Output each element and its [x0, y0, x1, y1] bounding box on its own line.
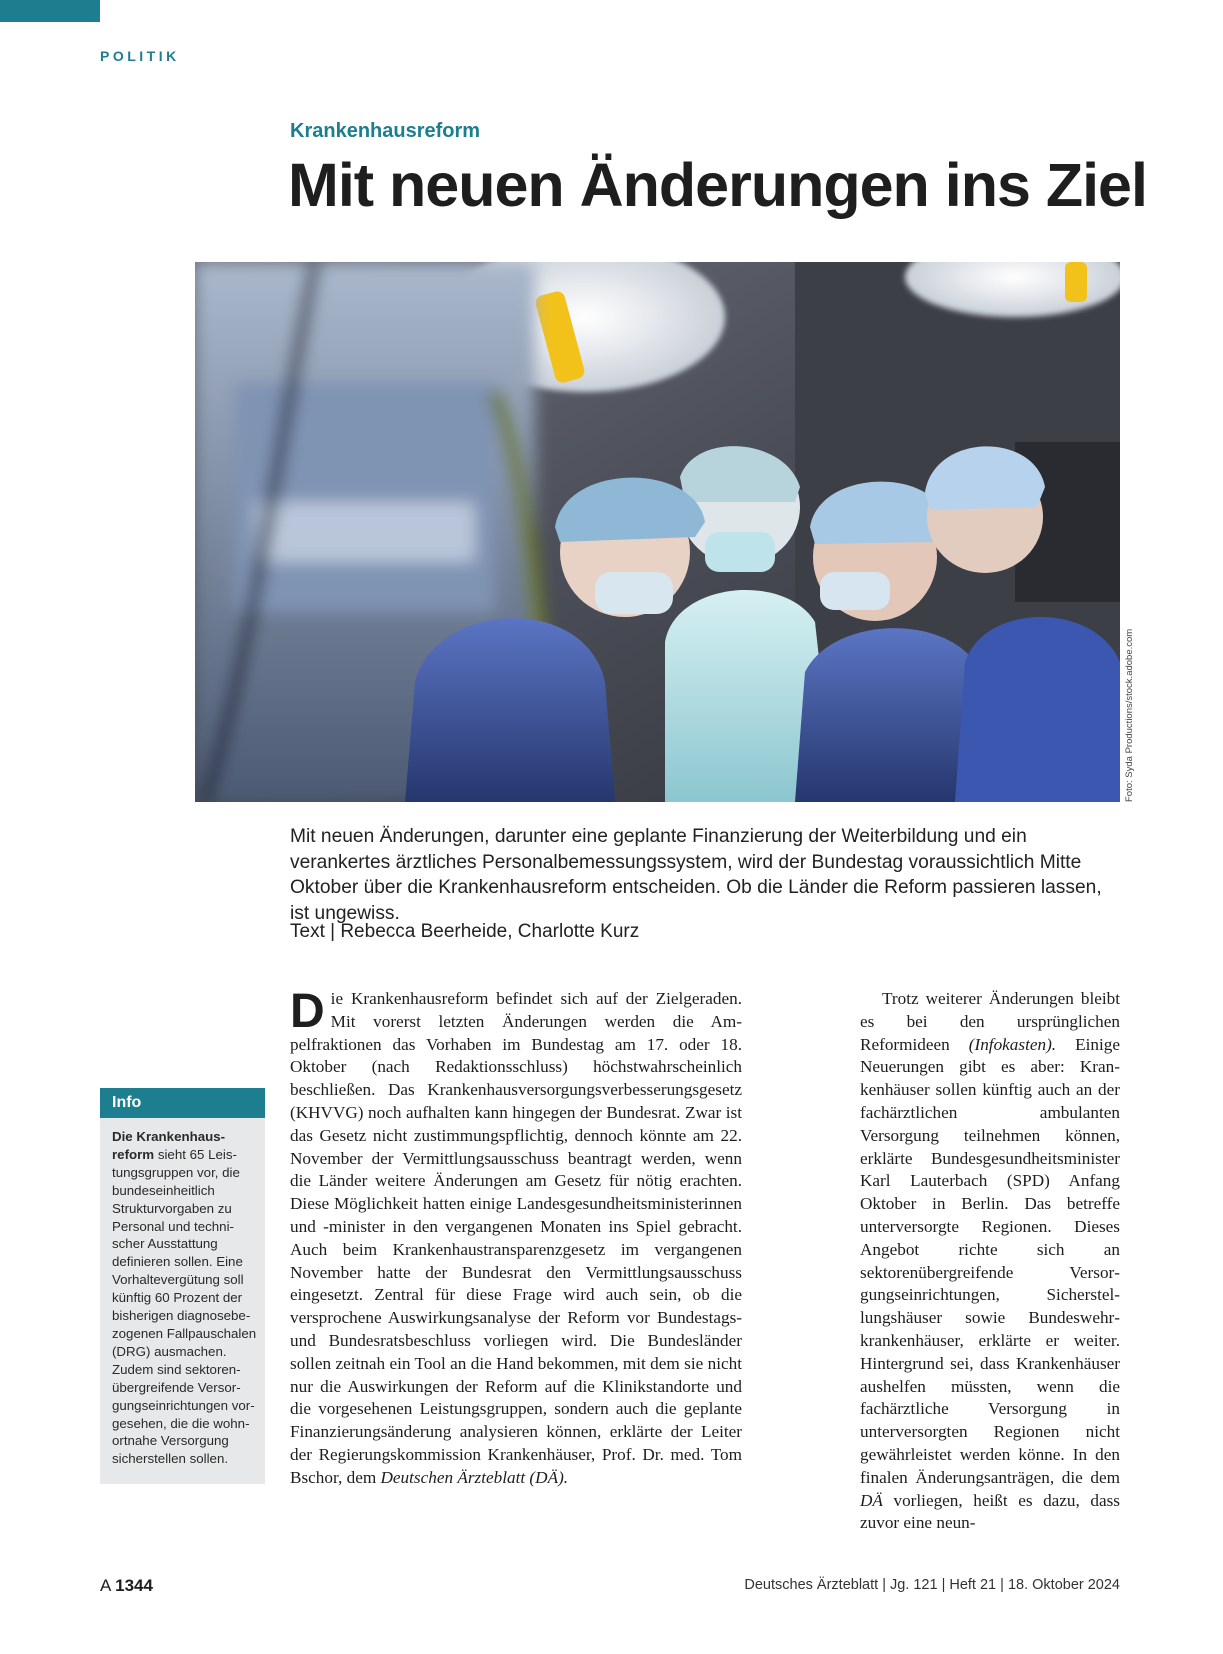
page-prefix: A — [100, 1576, 111, 1595]
article-lead: Mit neuen Änderungen, darunter eine geplante Finanzierung der Weiterbildung und ein verankertes ärztliches Personalbemessungssystem, wird der Bundestag voraussichtlich Mitte Oktober über die Krankenhausreform entscheiden. Ob die Länder die Reform passieren lassen, ist ungewiss. — [290, 826, 1102, 924]
info-box-lead: Die Krankenhausreform — [112, 1129, 226, 1162]
body-right-part2: Einige Neuerungen gibt es aber: Krankenhäuser sollen künftig auch an der fachärztlichen ambulanten Versorgung teilnehmen können, erklärte Bundesgesundheitsminister Karl Lauterbach (SPD) Anfang Oktober in Berlin. Das betreffe unterversorgte Regionen. Dieses Angebot richte sich an sektorenübergreifende Versorgungseinrichtungen, Sicherstellungshäuser sowie Bundeswehrkrankenhäuser, erklärte er weiter. Hintergrund sei, dass Krankenhäuser aushelfen müssten, wenn die fachärztliche Versorgung in unterversorgten Regionen nicht gewährleistet werden könne. In den finalen Änderungsanträgen, die dem — [860, 1034, 1120, 1487]
body-left-text: ie Krankenhausreform befindet sich auf der Zielgeraden. Mit vorerst letzten Änderungen werden die Ampelfraktionen das Vorhaben im Bundestag am 17. oder 18. Oktober (nach Redaktionsschluss) höchstwahrscheinlich beschließen. Das Krankenhausversorgungsverbesserungsgesetz (KHVVG) noch aufhalten kann hingegen der Bundesrat. Zwar ist das Gesetz nicht zustimmungspflichtig, dennoch könnte am 22. November der Vermittlungsausschuss beantragt werden, wenn die Länder weitere Änderungen am Gesetz für nötig erachten. Diese Möglichkeit hatten einige Landesgesundheitsministerinnen und -minister in den vergangenen Monaten ins Spiel gebracht. Auch beim Krankenhaustransparenzgesetz im vergangenen November hatte der Bundesrat den Vermittlungsausschuss eingesetzt. Zentral für diese Frage wird auch sein, ob die versprochene Auswirkungsanalyse der Reform vor Bundestags- und Bundesratsbeschluss vorliegen wird. Die Bundesländer sollen zeitnah ein Tool an die Hand bekommen, mit dem sie nicht nur die Auswirkungen der Reform auf die Klinikstandorte und die vorgesehenen Leistungsgruppen, sondern auch die geplante Finanzierungsänderung analysieren können, erklärte der Leiter der Regierungskommission Krankenhäuser, Prof. Dr. med. Tom Bschor, dem — [290, 989, 742, 1487]
page-number-value: 1344 — [115, 1576, 153, 1595]
info-box — [100, 1088, 265, 1484]
photo-credit: Foto: Syda Productions/stock.adobe.com — [1124, 628, 1135, 802]
body-right-italic1: (Infokasten). — [968, 1034, 1057, 1054]
section-label: POLITIK — [100, 48, 180, 64]
article-headline: Mit neuen Änderungen ins Ziel — [288, 151, 1147, 219]
body-right-part3: vorliegen, heißt es dazu, dass zuvor eine neun- — [860, 1490, 1120, 1533]
top-accent-bar — [0, 0, 100, 22]
hero-photo — [195, 262, 1120, 802]
footer-source: Deutsches Ärzteblatt | Jg. 121 | Heft 21 | 18. Oktober 2024 — [744, 1577, 1120, 1593]
body-left-italic: Deutschen Ärzteblatt (DÄ). — [380, 1467, 569, 1487]
article-byline: Text | Rebecca Beerheide, Charlotte Kurz — [290, 921, 640, 942]
info-box-body — [100, 1118, 265, 1468]
page-number — [100, 1576, 153, 1596]
body-right-italic2: DÄ — [860, 1490, 883, 1510]
drop-cap: D — [290, 985, 325, 1038]
article-kicker: Krankenhausreform — [290, 120, 481, 142]
body-right-part1: Trotz weiterer Änderungen bleibt es bei den ursprünglichen Reformideen — [860, 989, 1120, 1054]
info-box-title: Info — [100, 1088, 265, 1118]
body-column-left — [290, 985, 742, 1490]
body-column-right — [860, 988, 1120, 1535]
info-box-text: sieht 65 Leistungsgruppen vor, die bundeseinheitlich Strukturvorgaben zu Personal und technischer Ausstattung definieren sollen. Eine Vorhaltevergütung soll künftig 60 Prozent der bisherigen diagnosebezogenen Fallpauschalen (DRG) ausmachen. Zudem sind sektorenübergreifende Versorgungseinrichtungen vorgesehen, die die wohnortnahe Versorgung sicherstellen sollen. — [112, 1146, 257, 1467]
